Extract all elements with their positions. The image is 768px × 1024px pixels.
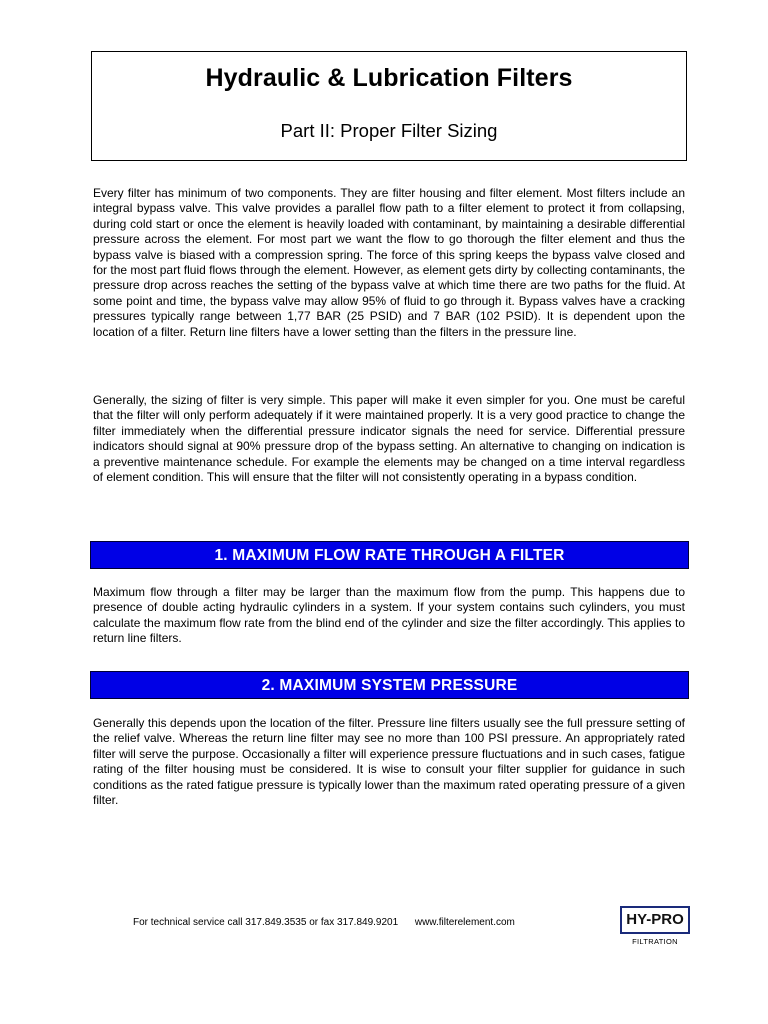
- intro-paragraph-2: Generally, the sizing of filter is very simple. This paper will make it even simpler for you. One must be careful that the filter will only perform adequately if it were maintained properly. It is a very good practice to change the filter immediately when the differential pressure indicator signals the need for service. Differential pressure indicators should signal at 90% pressure drop of the bypass setting. An alternative to changing on indication is a preventive maintenance schedule. For example the elements may be changed on a time interval regardless of element condition. This will ensure that the filter will not consistently operating in a bypass condition.: [93, 393, 685, 485]
- logo-tagline: FILTRATION: [632, 937, 678, 946]
- section-heading-system-pressure: 2. MAXIMUM SYSTEM PRESSURE: [90, 671, 689, 699]
- section-body-flow-rate: Maximum flow through a filter may be larger than the maximum flow from the pump. This happens due to presence of double acting hydraulic cylinders in a system. If your system contains such cylinders, you must calculate the maximum flow rate from the blind end of the cylinder and size the filter accordingly. This applies to return line filters.: [93, 585, 685, 646]
- document-title: Hydraulic & Lubrication Filters: [205, 64, 573, 92]
- document-subtitle: Part II: Proper Filter Sizing: [280, 120, 498, 141]
- title-box: [91, 51, 687, 161]
- footer-contact: For technical service call 317.849.3535 or fax 317.849.9201 www.filterelement.com: [133, 917, 515, 928]
- section-heading-flow-rate: 1. MAXIMUM FLOW RATE THROUGH A FILTER: [90, 541, 689, 569]
- intro-paragraph-1: Every filter has minimum of two components. They are filter housing and filter element. Most filters include an integral bypass valve. This valve provides a parallel flow path to a filter element to protect it from collapsing, during cold start or once the element is heavily loaded with contaminant, by maintaining a desirable differential pressure across the element. For most part we want the flow to go thorough the filter element and thus the bypass valve is biased with a compression spring. The force of this spring keeps the bypass valve closed and for the most part fluid flows through the element. However, as element gets dirty by collecting contaminants, the pressure drop across reaches the setting of the bypass valve at which time there are two paths for the fluid. At some point and time, the bypass valve may allow 95% of fluid to go through it. Bypass valves have a cracking pressures typically range between 1,77 BAR (25 PSID) and 7 BAR (102 PSID). It is dependent upon the location of a filter. Return line filters have a lower setting than the filters in the pressure line.: [93, 186, 685, 339]
- section-body-system-pressure: Generally this depends upon the location of the filter. Pressure line filters usually see the full pressure setting of the relief valve. Whereas the return line filter may see no more than 100 PSI pressure. An appropriately rated filter will serve the purpose. Occasionally a filter will experience pressure fluctuations and in such cases, fatigue rating of the filter housing must be considered. It is wise to consult your filter supplier for guidance in such conditions as the rated fatigue pressure is typically lower than the maximum rated operating pressure of a given filter.: [93, 716, 685, 808]
- logo-name: HY-PRO: [620, 906, 690, 934]
- hy-pro-logo: [620, 906, 690, 946]
